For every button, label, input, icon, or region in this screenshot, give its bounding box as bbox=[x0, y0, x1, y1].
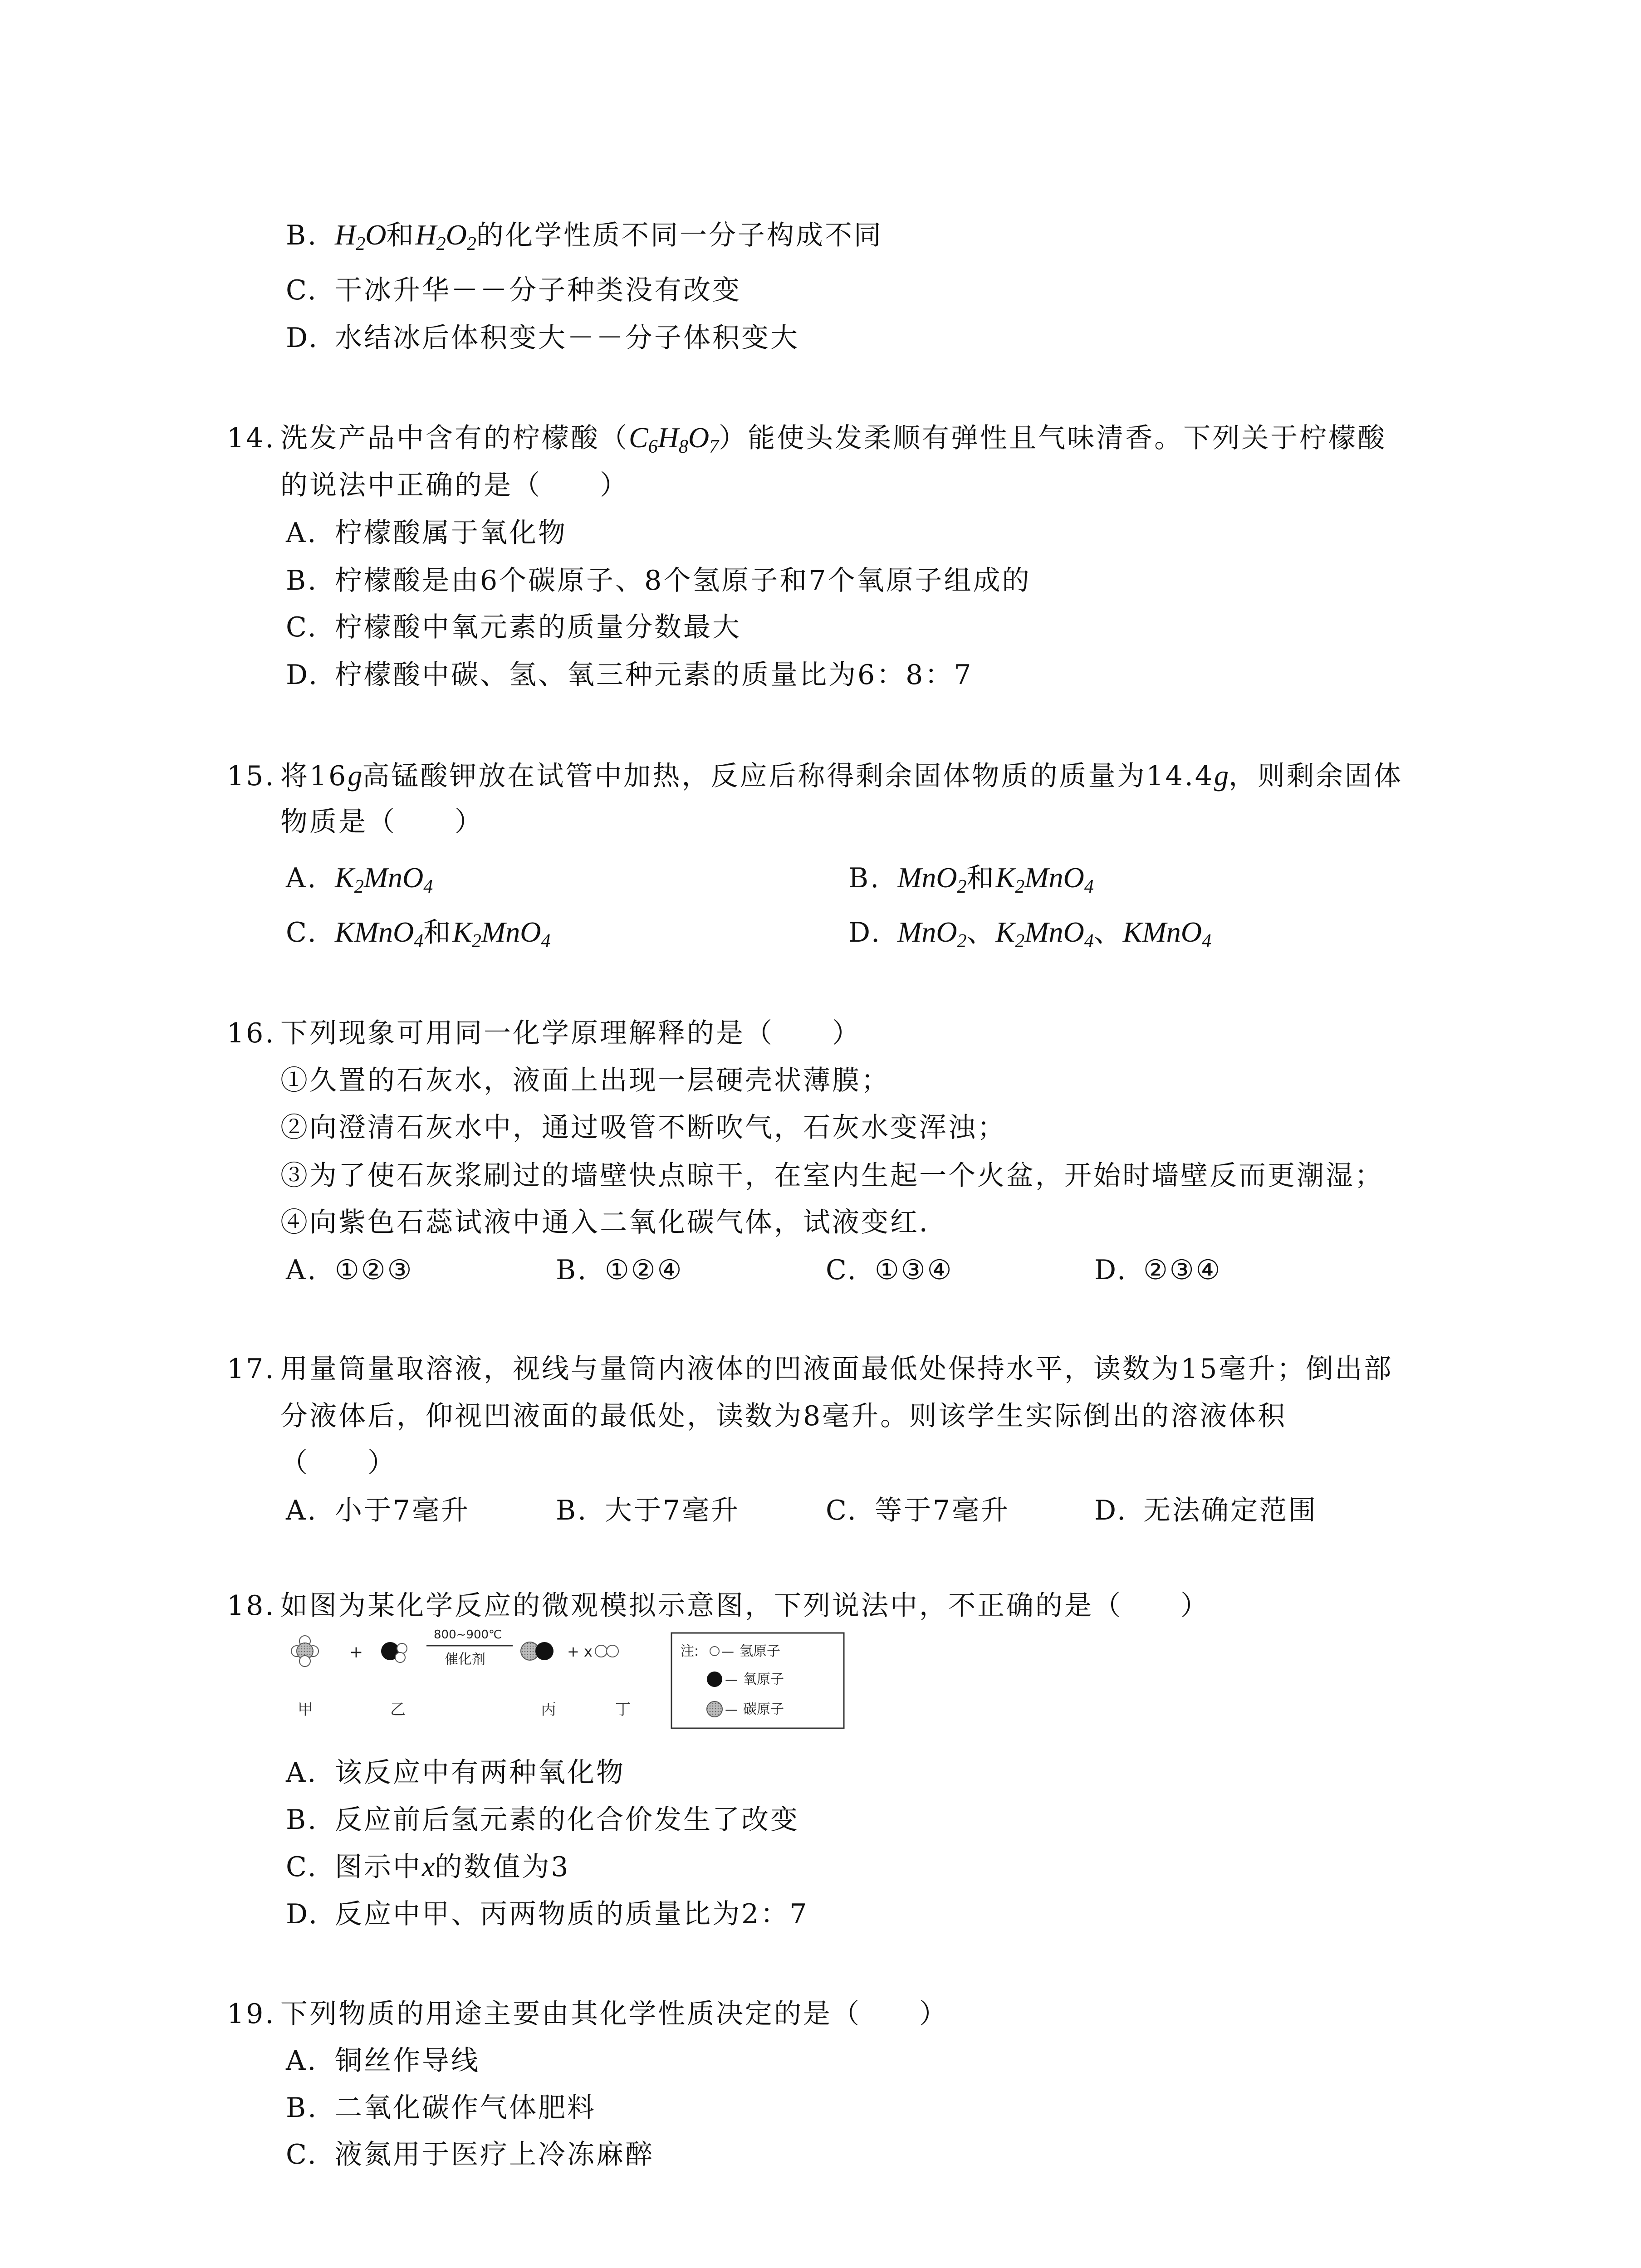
q18-option-d: D. 反应中甲、丙两物质的质量比为2：7 bbox=[286, 1898, 809, 1930]
legend-oxygen-label: 氧原子 bbox=[743, 1672, 784, 1687]
molecule-ding bbox=[595, 1645, 618, 1657]
q15-formula-k2mno4: $K_2MnO_4$ bbox=[335, 861, 433, 897]
q15-stem-line2: 物质是（ ） bbox=[280, 806, 484, 838]
q15-option-c: C. KMnO$_4$和$K_2MnO_4$ bbox=[286, 916, 551, 952]
label-bing: 丙 bbox=[541, 1701, 556, 1719]
label-yi: 乙 bbox=[390, 1701, 406, 1719]
q13-option-c: C. 干冰升华－－分子种类没有改变 bbox=[286, 274, 741, 306]
label-ding: 丁 bbox=[615, 1701, 631, 1719]
q18-stem: 18. 如图为某化学反应的微观模拟示意图，下列说法中，不正确的是（ ） bbox=[227, 1590, 1210, 1622]
q14-option-d: D. 柠檬酸中碳、氢、氧三种元素的质量比为6：8：7 bbox=[286, 659, 973, 691]
reaction-diagram bbox=[281, 1628, 871, 1737]
q16-option-b: B. ①②④ bbox=[556, 1254, 684, 1286]
x-coefficient: + x bbox=[567, 1643, 593, 1660]
q16-item-3: ③为了使石灰浆刷过的墙壁快点晾干，在室内生起一个火盆，开始时墙壁反而更潮湿； bbox=[280, 1160, 1384, 1192]
q13-option-d: D. 水结冰后体积变大－－分子体积变大 bbox=[286, 322, 799, 354]
q17-option-b: B. 大于7毫升 bbox=[556, 1495, 740, 1526]
svg-text:注:: 注: bbox=[681, 1643, 699, 1659]
q13-formula-h2o2: $H_2O_2$ bbox=[415, 219, 476, 254]
q15-stem: 15. 将16g高锰酸钾放在试管中加热，反应后称得剩余固体物质的质量为14.4g，则剩余固体 bbox=[227, 759, 1403, 792]
q14-stem-line2: 的说法中正确的是（ ） bbox=[280, 469, 629, 501]
q18-option-c: C. 图示中x的数值为3 bbox=[286, 1850, 570, 1883]
q13-option-b: B. $H_2O$和$H_2O_2$的化学性质不同一分子构成不同 bbox=[286, 219, 883, 254]
molecule-yi bbox=[381, 1642, 407, 1662]
q17-stem: 17. 用量筒量取溶液，视线与量筒内液体的凹液面最低处保持水平，读数为15毫升；倒出部 bbox=[227, 1353, 1393, 1385]
q15-option-b: B. MnO$_2$和$K_2MnO_4$ bbox=[848, 861, 1094, 897]
legend-carbon-icon bbox=[707, 1701, 722, 1717]
q19-option-b: B. 二氧化碳作气体肥料 bbox=[286, 2092, 596, 2124]
legend-hydrogen-label: 氢原子 bbox=[740, 1643, 780, 1659]
q13-formula-h2o: $H_2O$ bbox=[335, 219, 387, 254]
q15-option-a: A. $K_2MnO_4$ bbox=[286, 861, 433, 897]
q17-stem-line2: 分液体后，仰视凹液面的最低处，读数为8毫升。则该学生实际倒出的溶液体积 bbox=[280, 1400, 1287, 1432]
q14-option-b: B. 柠檬酸是由6个碳原子、8个氢原子和7个氧原子组成的 bbox=[286, 565, 1031, 596]
q17-option-c: C. 等于7毫升 bbox=[826, 1495, 1010, 1526]
q14-option-c: C. 柠檬酸中氧元素的质量分数最大 bbox=[286, 611, 741, 643]
q16-option-c: C. ①③④ bbox=[826, 1254, 954, 1286]
q18-option-b: B. 反应前后氢元素的化合价发生了改变 bbox=[286, 1804, 799, 1836]
svg-text:—: — bbox=[721, 1644, 734, 1659]
q17-option-d: D. 无法确定范围 bbox=[1094, 1495, 1318, 1526]
q16-item-2: ②向澄清石灰水中，通过吸管不断吹气，石灰水变浑浊； bbox=[280, 1112, 1006, 1144]
q19-option-a: A. 铜丝作导线 bbox=[286, 2045, 480, 2077]
molecule-bing bbox=[521, 1642, 554, 1660]
molecule-jia bbox=[291, 1636, 318, 1667]
q15-option-d: D. MnO$_2$、$K_2MnO_4$、KMnO$_4$ bbox=[848, 916, 1211, 952]
label-jia: 甲 bbox=[298, 1701, 313, 1719]
q16-item-4: ④向紫色石蕊试液中通入二氧化碳气体，试液变红． bbox=[280, 1207, 948, 1238]
legend-hydrogen-icon bbox=[710, 1647, 719, 1656]
svg-text:—: — bbox=[725, 1702, 738, 1717]
q16-option-d: D. ②③④ bbox=[1094, 1254, 1222, 1286]
q18-option-a: A. 该反应中有两种氧化物 bbox=[286, 1757, 625, 1789]
plus-sign-1: + bbox=[349, 1643, 363, 1662]
legend-oxygen-icon bbox=[707, 1672, 722, 1687]
legend-box bbox=[671, 1633, 844, 1728]
reaction-condition: 800~900℃ bbox=[434, 1628, 502, 1642]
legend-carbon-label: 碳原子 bbox=[743, 1701, 784, 1717]
q19-option-c: C. 液氮用于医疗上冷冻麻醉 bbox=[286, 2139, 654, 2170]
q16-item-1: ①久置的石灰水，液面上出现一层硬壳状薄膜； bbox=[280, 1065, 890, 1096]
q14-option-a: A. 柠檬酸属于氧化物 bbox=[286, 517, 567, 549]
q17-option-a: A. 小于7毫升 bbox=[286, 1495, 470, 1526]
q19-stem: 19. 下列物质的用途主要由其化学性质决定的是（ ） bbox=[227, 1998, 948, 2030]
q14-formula: $C_6H_8O_7$ bbox=[629, 421, 719, 457]
q16-stem: 16. 下列现象可用同一化学原理解释的是（ ） bbox=[227, 1017, 861, 1049]
catalyst-label: 催化剂 bbox=[445, 1652, 485, 1667]
q17-stem-line3: （ ） bbox=[280, 1447, 397, 1479]
svg-text:—: — bbox=[725, 1672, 738, 1687]
q16-option-a: A. ①②③ bbox=[286, 1254, 414, 1286]
q14-stem: 14. 洗发产品中含有的柠檬酸$(C_6H_8O_7)$能使头发柔顺有弹性且气味清香。下列关于柠檬酸 bbox=[227, 421, 1387, 457]
